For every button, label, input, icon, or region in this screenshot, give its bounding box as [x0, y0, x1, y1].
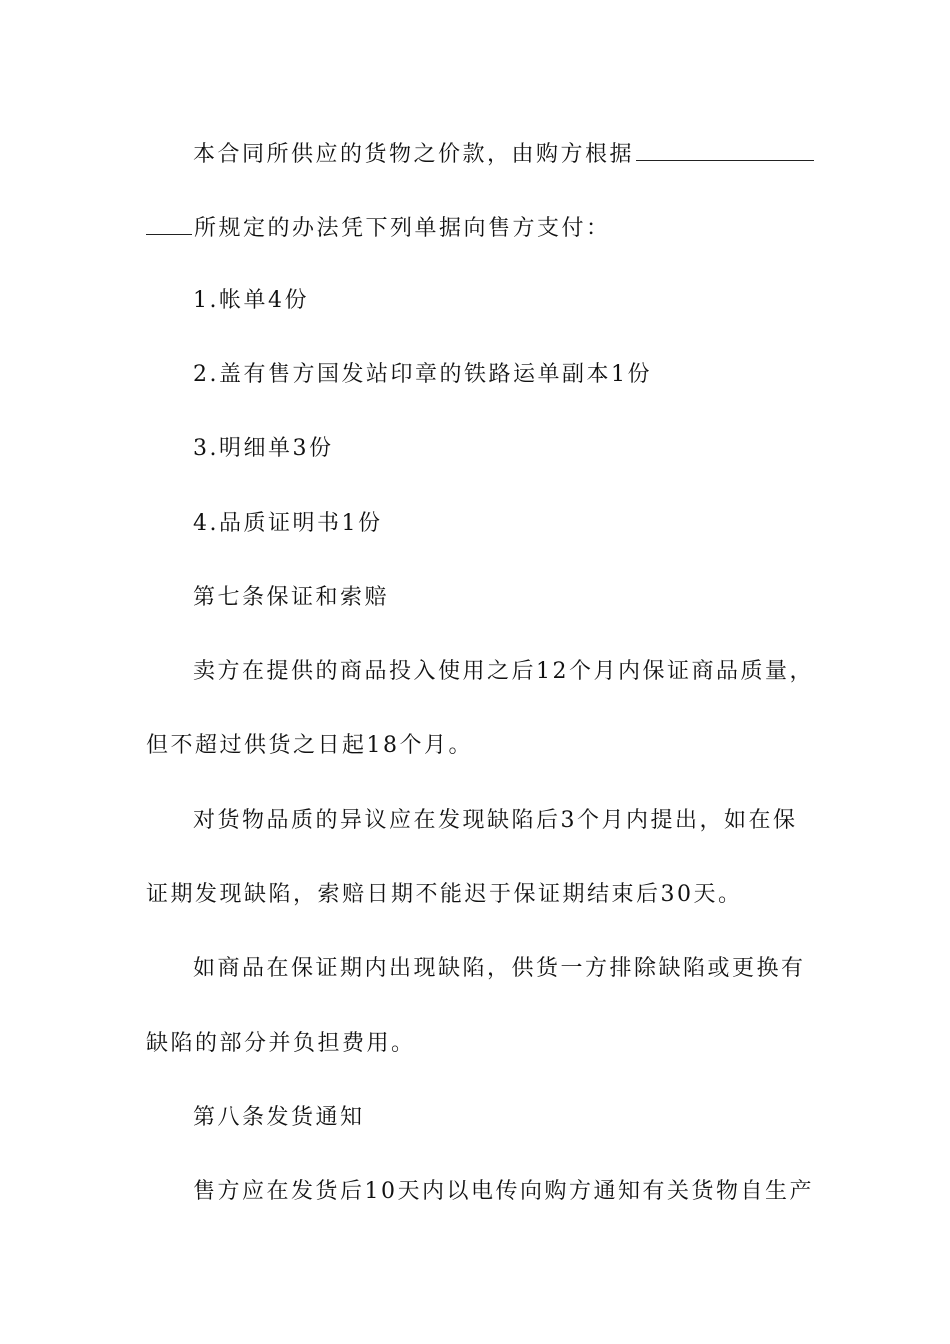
article-8-heading: 第八条发货通知: [193, 1105, 365, 1130]
payment-text-continued: 所规定的办法凭下列单据向售方支付：: [194, 216, 611, 241]
list-item-railway-waybill: 2.盖有售方国发站印章的铁路运单副本1份: [193, 362, 652, 387]
defect-paragraph-line-2: 缺陷的部分并负担费用。: [146, 1031, 416, 1056]
warranty-paragraph-line-2: 但不超过供货之日起18个月。: [146, 733, 473, 758]
claim-paragraph-line-1: 对货物品质的异议应在发现缺陷后3个月内提出，如在保: [193, 808, 798, 833]
article-7-heading: 第七条保证和索赔: [193, 585, 390, 610]
list-item-invoice: 1.帐单4份: [193, 288, 309, 313]
defect-paragraph-line-1: 如商品在保证期内出现缺陷，供货一方排除缺陷或更换有: [193, 956, 806, 981]
payment-paragraph-line-1: [193, 138, 814, 170]
list-item-detail-list: 3.明细单3份: [193, 436, 334, 461]
claim-paragraph-line-2: 证期发现缺陷，索赔日期不能迟于保证期结束后30天。: [146, 882, 743, 907]
fill-in-blank: [146, 212, 192, 235]
payment-text: 本合同所供应的货物之价款，由购方根据: [193, 142, 635, 167]
warranty-paragraph-line-1: 卖方在提供的商品投入使用之后12个月内保证商品质量，: [193, 659, 814, 684]
list-item-quality-certificate: 4.品质证明书1份: [193, 511, 383, 536]
fill-in-blank: [636, 138, 814, 161]
payment-paragraph-line-2: [146, 212, 611, 244]
shipping-notice-paragraph-line-1: 售方应在发货后10天内以电传向购方通知有关货物自生产: [193, 1179, 814, 1204]
